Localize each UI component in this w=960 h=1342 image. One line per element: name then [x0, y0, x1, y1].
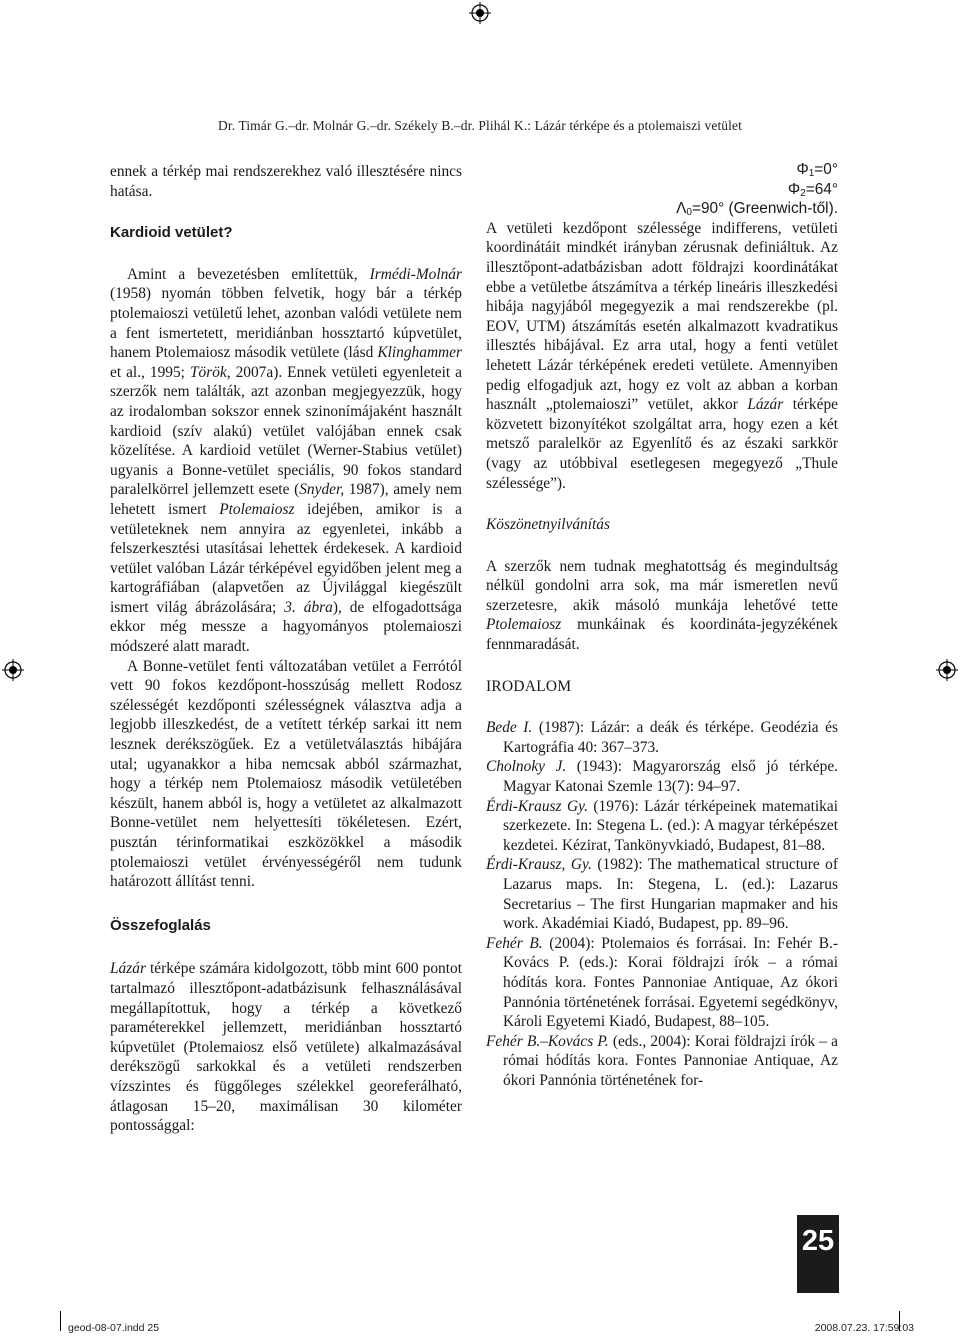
paragraph: A vetületi kezdőpont szélessége indifferens, vetületi koordinátáit mindkét irányban zérusnak definiáltuk. Az illesztőpont-adatbázisban adott földrajzi koordinátákat ebbe a vetületbe átszámítva a térkép lineáris illeszkedési hibája nagyjából megegyezik a mai rendszerekbe (pl. EOV, UTM) átszámítás esetén alkalmazott kvadratikus illesztés hibájával. Ez arra utal, hogy a fenti vetület lehetett Lázár térképének eredeti vetülete. Amennyiben pedig elfogadjuk azt, hogy ez volt az abban a korban használt „ptolemaioszi” vetület, akkor Lázár térképe közvetett bizonyítékot szolgáltat arra, hogy ezen a két metsző paralelkör az Egyenlítő és az északi sarkkör (vagy az utóbbival esetlegesen megegyező „Thule szélessége”). [486, 219, 838, 492]
registration-mark-icon [2, 659, 24, 681]
running-head: Dr. Timár G.–dr. Molnár G.–dr. Székely B.–dr. Plihál K.: Lázár térképe és a ptolemaiszi vetület [218, 118, 742, 133]
reference-item: Bede I. (1987): Lázár: a deák és térképe. Geodézia és Kartográfia 40: 367–373. [486, 719, 838, 756]
citation: Snyder, [299, 481, 345, 499]
page-number: 25 [797, 1215, 839, 1293]
paragraph: A szerzők nem tudnak meghatottság és megindultság nélkül gondolni arra sok, ma már ismeretlen nevű szerzetesre, akik másoló munkája lehetővé tette Ptolemaiosz munkáinak és koordináta-jegyzékének fennmaradását. [486, 557, 838, 654]
paragraph: A Bonne-vetület fenti változatában vetület a Ferrótól vett 90 fokos kezdőpont-hosszúság mellett Rodosz szélességét kezdőponti szélességnek választva adja a legjobb illeszkedést, de a vetített térkép sarkai itt nem lesznek derékszögűek. Ez a vetületválasztás hibájára utal; ugyanakkor a hiba nemcsak abból származhat, hogy a térkép nem Ptolemaiosz második vetületében készült, hanem abból is, hogy a vetületet az alkalmazott Bonne-vetület nem helyettesíti tökéletesen. Ezért, pusztán térinformatikai eszközökkel a második ptolemaioszi vetület érvényességéről nem tudunk határozott állítást tenni. [110, 657, 462, 891]
section-heading-kardioid: Kardioid vetület? [110, 224, 233, 242]
citation: Török, [189, 363, 231, 381]
formula-phi1: $\Phi_1=0^\circ$ [796, 161, 838, 179]
reference-item: Cholnoky J. (1943): Magyarország első jó térképe. Magyar Katonai Szemle 13(7): 94–97. [486, 758, 838, 796]
formula-lambda0: $\Lambda_0=90^\circ$ (Greenwich-től). [676, 200, 838, 219]
section-heading-summary: Összefoglalás [110, 916, 211, 934]
paragraph: ennek a térkép mai rendszerekhez való illesztésére nincs hatása. [110, 163, 462, 200]
footer-file-info: geod-08-07.indd 25 [68, 1322, 160, 1334]
reference-item: Fehér B. (2004): Ptolemaios és forrásai. In: Fehér B.-Kovács P. (eds.): Korai földrajzi írók – a római hódítás kora. Fontes Pannoniae Antiquae, Az ókori Pannónia történetének forrásai. Egyetemi segédkönyv, Károli Egyetemi Kiadó, Budapest, 88–105. [486, 934, 838, 1031]
citation: Irmédi-Molnár [369, 265, 462, 283]
paragraph: Lázár térképe számára kidolgozott, több mint 600 pontot tartalmazó illesztőpont-adatbázisunk felhasználásával megállapítottuk, hogy a térkép a következő paraméterekkel jellemzett, meridiánban hossztartó kúpvetület (Ptolemaiosz első vetülete) alkalmazásával derékszögű sarkokkal és a vetületi rendszerben vízszintes és függőleges szélekkel georeferálható, átlagosan 15–20, maximálisan 30 kilométer pontossággal: [110, 960, 462, 1135]
registration-mark-icon [936, 659, 958, 681]
citation: Ptolemaiosz [219, 500, 295, 518]
citation: Ptolemaiosz [486, 616, 562, 634]
reference-item: Érdi-Krausz, Gy. (1982): The mathematical structure of Lazarus maps. In: Stegena, L. (ed.): Lazarus Secretarius – The first Hungarian mapmaker and his work. Akadémiai Kiadó, Budapest, pp. 89–96. [486, 856, 838, 933]
formula-phi2: $\Phi_2=64^\circ$ [787, 180, 838, 199]
crop-mark [60, 1311, 61, 1331]
citation: Lázár [110, 960, 146, 978]
reference-item: Érdi-Krausz Gy. (1976): Lázár térképeinek matematikai szerkezete. In: Stegena L. (ed.): A magyar térképészet kezdetei. Kézirat, Tankönyvkiadó, Budapest, 81–88. [486, 797, 838, 854]
figure-reference: 3. ábra [284, 598, 333, 616]
paragraph: Amint a bevezetésben említettük, Irmédi-Molnár (1958) nyomán többen felvetik, hogy bár a térkép ptolemaioszi vetületű lehet, azonban valódi vetülete nem a fent ismertetett, meridiánban hossztartó kúpvetület, hanem Ptolemaiosz második vetülete (lásd Klinghammer et al., 1995; Török, 2007a). Ennek vetületi egyenleteit a szerzők nem találták, azt azonban megjegyezzük, hogy az irodalomban sokszor ennek szinonímájaként használt kardioid (szív alakú) vetület valójában ennek csak közelítése. A kardioid vetület (Werner-Stabius vetület) ugyanis a Bonne-vetület speciális, 90 fokos standard paralelkörrel jellemzett esete (Snyder, 1987), amely nem lehetett ismert Ptolemaiosz idejében, amikor is a vetületeknek nem annyira az egyenletei, inkább a felszerkesztési utasításai lehettek érdekesek. A kardioid vetület valóban Lázár térképével egyidőben jelent meg a kartográfiában (alapvetően az Újvilággal kiegészült ismert világ ábrázolására; 3. ábra), de elfogadottsága ekkor még messze a hagyományos ptolemaioszi módszeré alatt maradt. [110, 265, 463, 656]
acknowledgement-heading: Köszönetnyilvánítás [486, 516, 610, 534]
registration-mark-icon [469, 2, 491, 24]
references-heading: IRODALOM [486, 677, 572, 695]
left-column [110, 162, 462, 1136]
reference-item: Fehér B.–Kovács P. (eds., 2004): Korai földrajzi írók – a római hódítás kora. Fontes Pannoniae Antiquae, Az ókori Pannónia történetének for- [486, 1032, 838, 1089]
citation: Lázár [747, 396, 784, 414]
references-list [486, 718, 838, 1090]
citation: Klinghammer [377, 344, 462, 362]
footer-timestamp: 2008.07.23. 17:59:03 [814, 1322, 914, 1334]
right-column [486, 160, 838, 1091]
